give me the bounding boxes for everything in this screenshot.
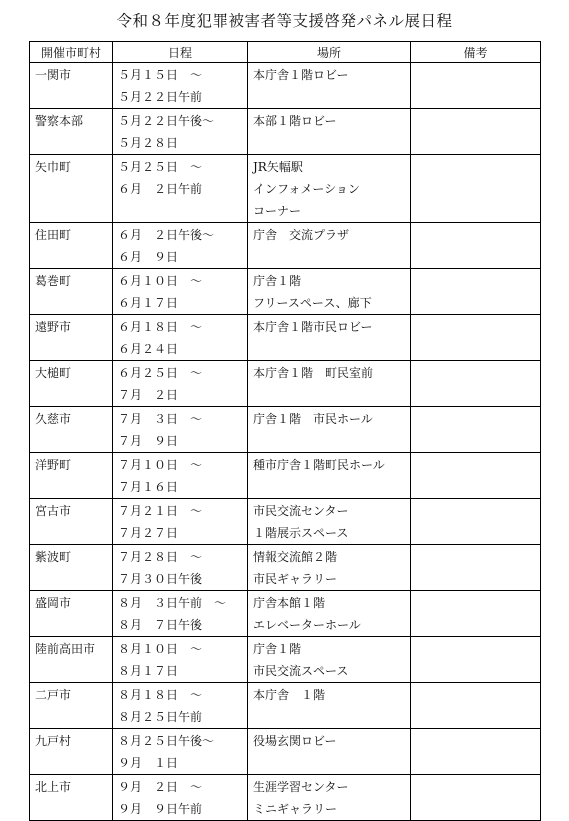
table-row: [30, 499, 541, 545]
table-row: [30, 361, 541, 407]
municipality-name: 警察本部: [35, 114, 84, 128]
table-row: [30, 637, 541, 683]
venue-cell: [248, 155, 411, 223]
municipality-cell: [30, 545, 113, 591]
venue-cell: [248, 545, 411, 591]
venue-line: 本庁舎１階市民ロビー: [253, 320, 373, 334]
venue-line: 本庁舎１階 町民室前: [253, 366, 374, 380]
venue-cell: [248, 499, 411, 545]
venue-cell: [248, 637, 411, 683]
table-row: [30, 63, 541, 109]
dates-cell: [113, 453, 248, 499]
date-line: ７月 ３日 ～: [118, 412, 203, 426]
header-municipality: 開催市町村: [30, 42, 113, 63]
date-line: ６月 ９日: [118, 250, 179, 264]
venue-cell: [248, 407, 411, 453]
venue-line: [253, 86, 405, 108]
municipality-name: 洋野町: [35, 458, 72, 472]
venue-line: インフォメーション: [253, 182, 360, 196]
notes-cell: [411, 637, 541, 683]
municipality-name: 北上市: [35, 780, 72, 794]
venue-line: 市民交流センター: [253, 504, 349, 518]
dates-cell: [113, 109, 248, 155]
date-line: ９月 ９日午前: [118, 802, 203, 816]
date-line: ６月１７日: [118, 296, 179, 310]
municipality-name: 大槌町: [35, 366, 72, 380]
date-line: ５月２２日午前: [118, 90, 203, 104]
dates-cell: [113, 315, 248, 361]
dates-cell: [113, 637, 248, 683]
date-line: ５月１５日 ～: [118, 68, 203, 82]
date-line: ５月２２日午後～: [118, 114, 215, 128]
municipality-cell: [30, 729, 113, 775]
venue-line: エレベーターホール: [253, 618, 361, 632]
municipality-name: 矢巾町: [35, 160, 72, 174]
dates-cell: [113, 591, 248, 637]
municipality-name: 一関市: [35, 68, 72, 82]
venue-line: [253, 476, 405, 498]
municipality-cell: [30, 683, 113, 729]
venue-cell: [248, 223, 411, 269]
municipality-name: 盛岡市: [35, 596, 72, 610]
venue-line: 市民ギャラリー: [253, 572, 338, 586]
venue-cell: [248, 453, 411, 499]
notes-cell: [411, 361, 541, 407]
date-line: ８月１０日 ～: [118, 642, 203, 656]
date-line: ６月 ２日午前: [118, 182, 203, 196]
municipality-cell: [30, 109, 113, 155]
notes-cell: [411, 453, 541, 499]
municipality-cell: [30, 269, 113, 315]
municipality-name: 陸前高田市: [35, 642, 96, 656]
table-row: [30, 591, 541, 637]
venue-cell: [248, 63, 411, 109]
municipality-cell: [30, 223, 113, 269]
table-header-row: [30, 42, 541, 63]
dates-cell: [113, 545, 248, 591]
venue-line: [253, 246, 405, 268]
municipality-cell: [30, 591, 113, 637]
table-row: [30, 729, 541, 775]
venue-line: 生涯学習センター: [253, 780, 349, 794]
venue-cell: [248, 775, 411, 821]
municipality-name: 遠野市: [35, 320, 72, 334]
municipality-name: 九戸村: [35, 734, 72, 748]
municipality-cell: [30, 637, 113, 683]
venue-cell: [248, 269, 411, 315]
venue-line: 庁舎１階 市民ホール: [253, 412, 373, 426]
venue-line: [253, 430, 405, 452]
venue-cell: [248, 361, 411, 407]
venue-line: 庁舎１階: [253, 274, 302, 288]
venue-cell: [248, 729, 411, 775]
date-line: ５月２８日: [118, 136, 179, 150]
venue-cell: [248, 683, 411, 729]
date-line: ７月 ９日: [118, 434, 179, 448]
date-line: ６月 ２日午後～: [118, 228, 215, 242]
date-line: ８月２５日午後～: [118, 734, 215, 748]
table-row: [30, 269, 541, 315]
venue-line: 庁舎本館１階: [253, 596, 326, 610]
municipality-cell: [30, 499, 113, 545]
venue-line: [253, 338, 405, 360]
dates-cell: [113, 223, 248, 269]
venue-line: 市民交流スペース: [253, 664, 349, 678]
notes-cell: [411, 109, 541, 155]
table-row: [30, 315, 541, 361]
notes-cell: [411, 591, 541, 637]
venue-line: [253, 384, 405, 406]
municipality-cell: [30, 315, 113, 361]
date-line: ６月１８日 ～: [118, 320, 203, 334]
municipality-cell: [30, 407, 113, 453]
date-line: ８月１８日 ～: [118, 688, 203, 702]
date-line: ７月３０日午後: [118, 572, 203, 586]
header-dates: 日程: [113, 42, 248, 63]
municipality-name: 葛巻町: [35, 274, 72, 288]
dates-cell: [113, 407, 248, 453]
table-row: [30, 155, 541, 223]
venue-line: 情報交流館２階: [253, 550, 338, 564]
notes-cell: [411, 499, 541, 545]
table-row: [30, 545, 541, 591]
table-row: [30, 683, 541, 729]
date-line: ７月２７日: [118, 526, 179, 540]
table-row: [30, 109, 541, 155]
venue-line: 本部１階ロビー: [253, 114, 337, 128]
date-line: ８月１７日: [118, 664, 179, 678]
venue-line: [253, 706, 405, 728]
notes-cell: [411, 683, 541, 729]
municipality-name: 久慈市: [35, 412, 72, 426]
schedule-table: [29, 41, 541, 821]
venue-line: 庁舎 交流プラザ: [253, 228, 350, 242]
municipality-name: 住田町: [35, 228, 72, 242]
municipality-name: 紫波町: [35, 550, 72, 564]
date-line: ７月１６日: [118, 480, 179, 494]
date-line: ６月１０日 ～: [118, 274, 203, 288]
venue-cell: [248, 591, 411, 637]
notes-cell: [411, 729, 541, 775]
date-line: ７月１０日 ～: [118, 458, 203, 472]
dates-cell: [113, 63, 248, 109]
venue-line: 本庁舎１階ロビー: [253, 68, 349, 82]
date-line: ９月 １日: [118, 756, 179, 770]
municipality-cell: [30, 775, 113, 821]
venue-line: コーナー: [253, 204, 302, 218]
municipality-name: 二戸市: [35, 688, 72, 702]
dates-cell: [113, 155, 248, 223]
dates-cell: [113, 499, 248, 545]
table-row: [30, 453, 541, 499]
venue-line: ミニギャラリー: [253, 802, 338, 816]
date-line: ９月 ２日 ～: [118, 780, 203, 794]
venue-line: JR矢幅駅: [253, 160, 303, 174]
dates-cell: [113, 729, 248, 775]
date-line: ６月２４日: [118, 342, 179, 356]
notes-cell: [411, 545, 541, 591]
notes-cell: [411, 407, 541, 453]
date-line: [118, 200, 242, 222]
header-notes: 備考: [411, 42, 541, 63]
venue-line: １階展示スペース: [253, 526, 349, 540]
notes-cell: [411, 269, 541, 315]
date-line: ８月２５日午前: [118, 710, 203, 724]
dates-cell: [113, 361, 248, 407]
municipality-cell: [30, 155, 113, 223]
municipality-cell: [30, 63, 113, 109]
venue-line: 庁舎１階: [253, 642, 302, 656]
date-line: ７月２１日 ～: [118, 504, 203, 518]
venue-cell: [248, 109, 411, 155]
table-row: [30, 775, 541, 821]
table-row: [30, 407, 541, 453]
page-title: 令和８年度犯罪被害者等支援啓発パネル展日程: [116, 12, 453, 30]
table-row: [30, 223, 541, 269]
venue-cell: [248, 315, 411, 361]
municipality-cell: [30, 361, 113, 407]
venue-line: フリースペース、廊下: [253, 296, 372, 310]
venue-line: 役場玄関ロビー: [253, 734, 337, 748]
dates-cell: [113, 775, 248, 821]
date-line: ８月 ３日午前 ～: [118, 596, 227, 610]
venue-line: [253, 132, 405, 154]
venue-line: 本庁舎 １階: [253, 688, 326, 702]
dates-cell: [113, 269, 248, 315]
notes-cell: [411, 775, 541, 821]
municipality-name: 宮古市: [35, 504, 72, 518]
venue-line: [253, 752, 405, 774]
date-line: ５月２５日 ～: [118, 160, 203, 174]
notes-cell: [411, 63, 541, 109]
date-line: ８月 ７日午後: [118, 618, 203, 632]
notes-cell: [411, 315, 541, 361]
header-venue: 場所: [248, 42, 411, 63]
date-line: ７月２８日 ～: [118, 550, 203, 564]
dates-cell: [113, 683, 248, 729]
notes-cell: [411, 223, 541, 269]
date-line: ７月 ２日: [118, 388, 179, 402]
municipality-cell: [30, 453, 113, 499]
date-line: ６月２５日 ～: [118, 366, 203, 380]
notes-cell: [411, 155, 541, 223]
venue-line: 種市庁舎１階町民ホール: [253, 458, 385, 472]
